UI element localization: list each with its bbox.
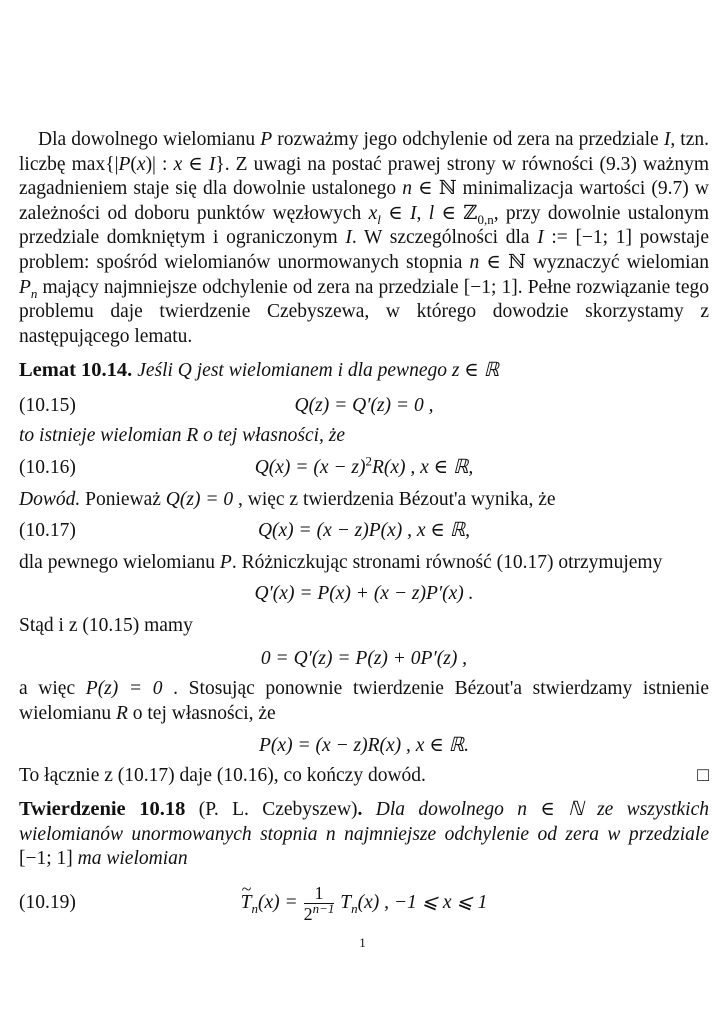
- theorem-label: Twierdzenie 10.18: [19, 798, 186, 820]
- equation-10-17: [19, 518, 709, 544]
- proof-label: Dowód.: [19, 489, 81, 510]
- lemma-label: Lemat 10.14.: [19, 359, 133, 381]
- equation-factor-r: P(x) = (x − z)R(x) , x ∈ ℝ.: [259, 735, 469, 756]
- equation-10-16: (10.16) $Q(x) = (x - z)^2R(x)$ , x ∈ ℝ,: [19, 455, 709, 481]
- proof-conclusion: To łącznie z (10.17) daje (10.16), co kończy dowód. □: [19, 763, 709, 789]
- equation-10-19: (10.19) ~ $T_n(x)$ = $\frac{1}{2^{n-1}}$ $T_n(x)$ , −1 ⩽ x ⩽ 1: [19, 883, 709, 923]
- intro-paragraph: Dla dowolnego wielomianu P rozważmy jego odchylenie od zera na przedziale I, tzn. liczbę max{|P(x)| : x ∈ I}. Z uwagi na postać prawej strony w równości (9.3) ważnym zagadnieniem staje się dla dowolnie ustalonego n ∈ ℕ minimalizacja wartości (9.7) w zależności od doboru punktów węzłowych $x_l$ ∈ I, l ∈ ℤ$_{0,n}$, przy dowolnie ustalonym przedziale domkniętym i ograniczonym I. W szczególności dla I := [−1; 1] powstaje problem: spośród wielomianów unormowanych stopnia n ∈ ℕ wyznaczyć wielomian $P_n$ mający najmniejsze odchylenie od zera na przedziale [−1; 1]. Pełne rozwiązanie tego problemu daje twierdzenie Czebyszewa, w którego dowodzie skorzystamy z następującego lematu.: [19, 129, 710, 347]
- fraction: $\frac{1}{2^{n-1}}$: [303, 883, 335, 925]
- equation-formula: Q(z) = Q′(z) = 0 ,: [294, 395, 434, 416]
- equation-formula: Q(x) = (x − z)P(x) , x ∈ ℝ,: [257, 520, 471, 541]
- lemma-heading: [19, 358, 709, 384]
- equation-10-15: [19, 393, 709, 419]
- qed-symbol: □: [697, 765, 709, 786]
- lemma-continuation: to istnieje wielomian R o tej własności, że: [19, 425, 346, 446]
- page-number: 1: [359, 935, 366, 950]
- lemma-statement: Jeśli Q jest wielomianem i dla pewnego z ∈ ℝ: [137, 360, 500, 381]
- equation-number: (10.17): [19, 520, 76, 541]
- equation-derivative: Q′(x) = P(x) + (x − z)P′(x) .: [254, 583, 474, 604]
- equation-number: (10.19): [19, 892, 76, 913]
- proof-line-2: dla pewnego wielomianu P. Różniczkując stronami równość (10.17) otrzymujemy: [19, 552, 663, 573]
- proof-line-3: Stąd i z (10.15) mamy: [19, 615, 193, 636]
- equation-number: (10.15): [19, 395, 76, 416]
- intro-text: Dla dowolnego wielomianu: [38, 129, 261, 150]
- proof-line-4: a więc P(z) = 0 . Stosując ponownie twierdzenie Bézout'a stwierdzamy istnienie wielomianu R o tej własności, że: [19, 678, 709, 724]
- equation-at-z: 0 = Q′(z) = P(z) + 0P′(z) ,: [260, 648, 468, 669]
- theorem-author: (P. L. Czebyszew): [185, 799, 358, 820]
- equation-number: (10.16): [19, 457, 76, 478]
- proof-first-line: Dowód. Ponieważ Q(z) = 0 , więc z twierdzenia Bézout'a wynika, że: [19, 489, 556, 510]
- theorem-10-18: Twierdzenie 10.18 (P. L. Czebyszew). Dla dowolnego n ∈ ℕ ze wszystkich wielomianów unormowanych stopnia n najmniejsze odchylenie od zera w przedziale [−1; 1] ma wielomian: [19, 798, 709, 870]
